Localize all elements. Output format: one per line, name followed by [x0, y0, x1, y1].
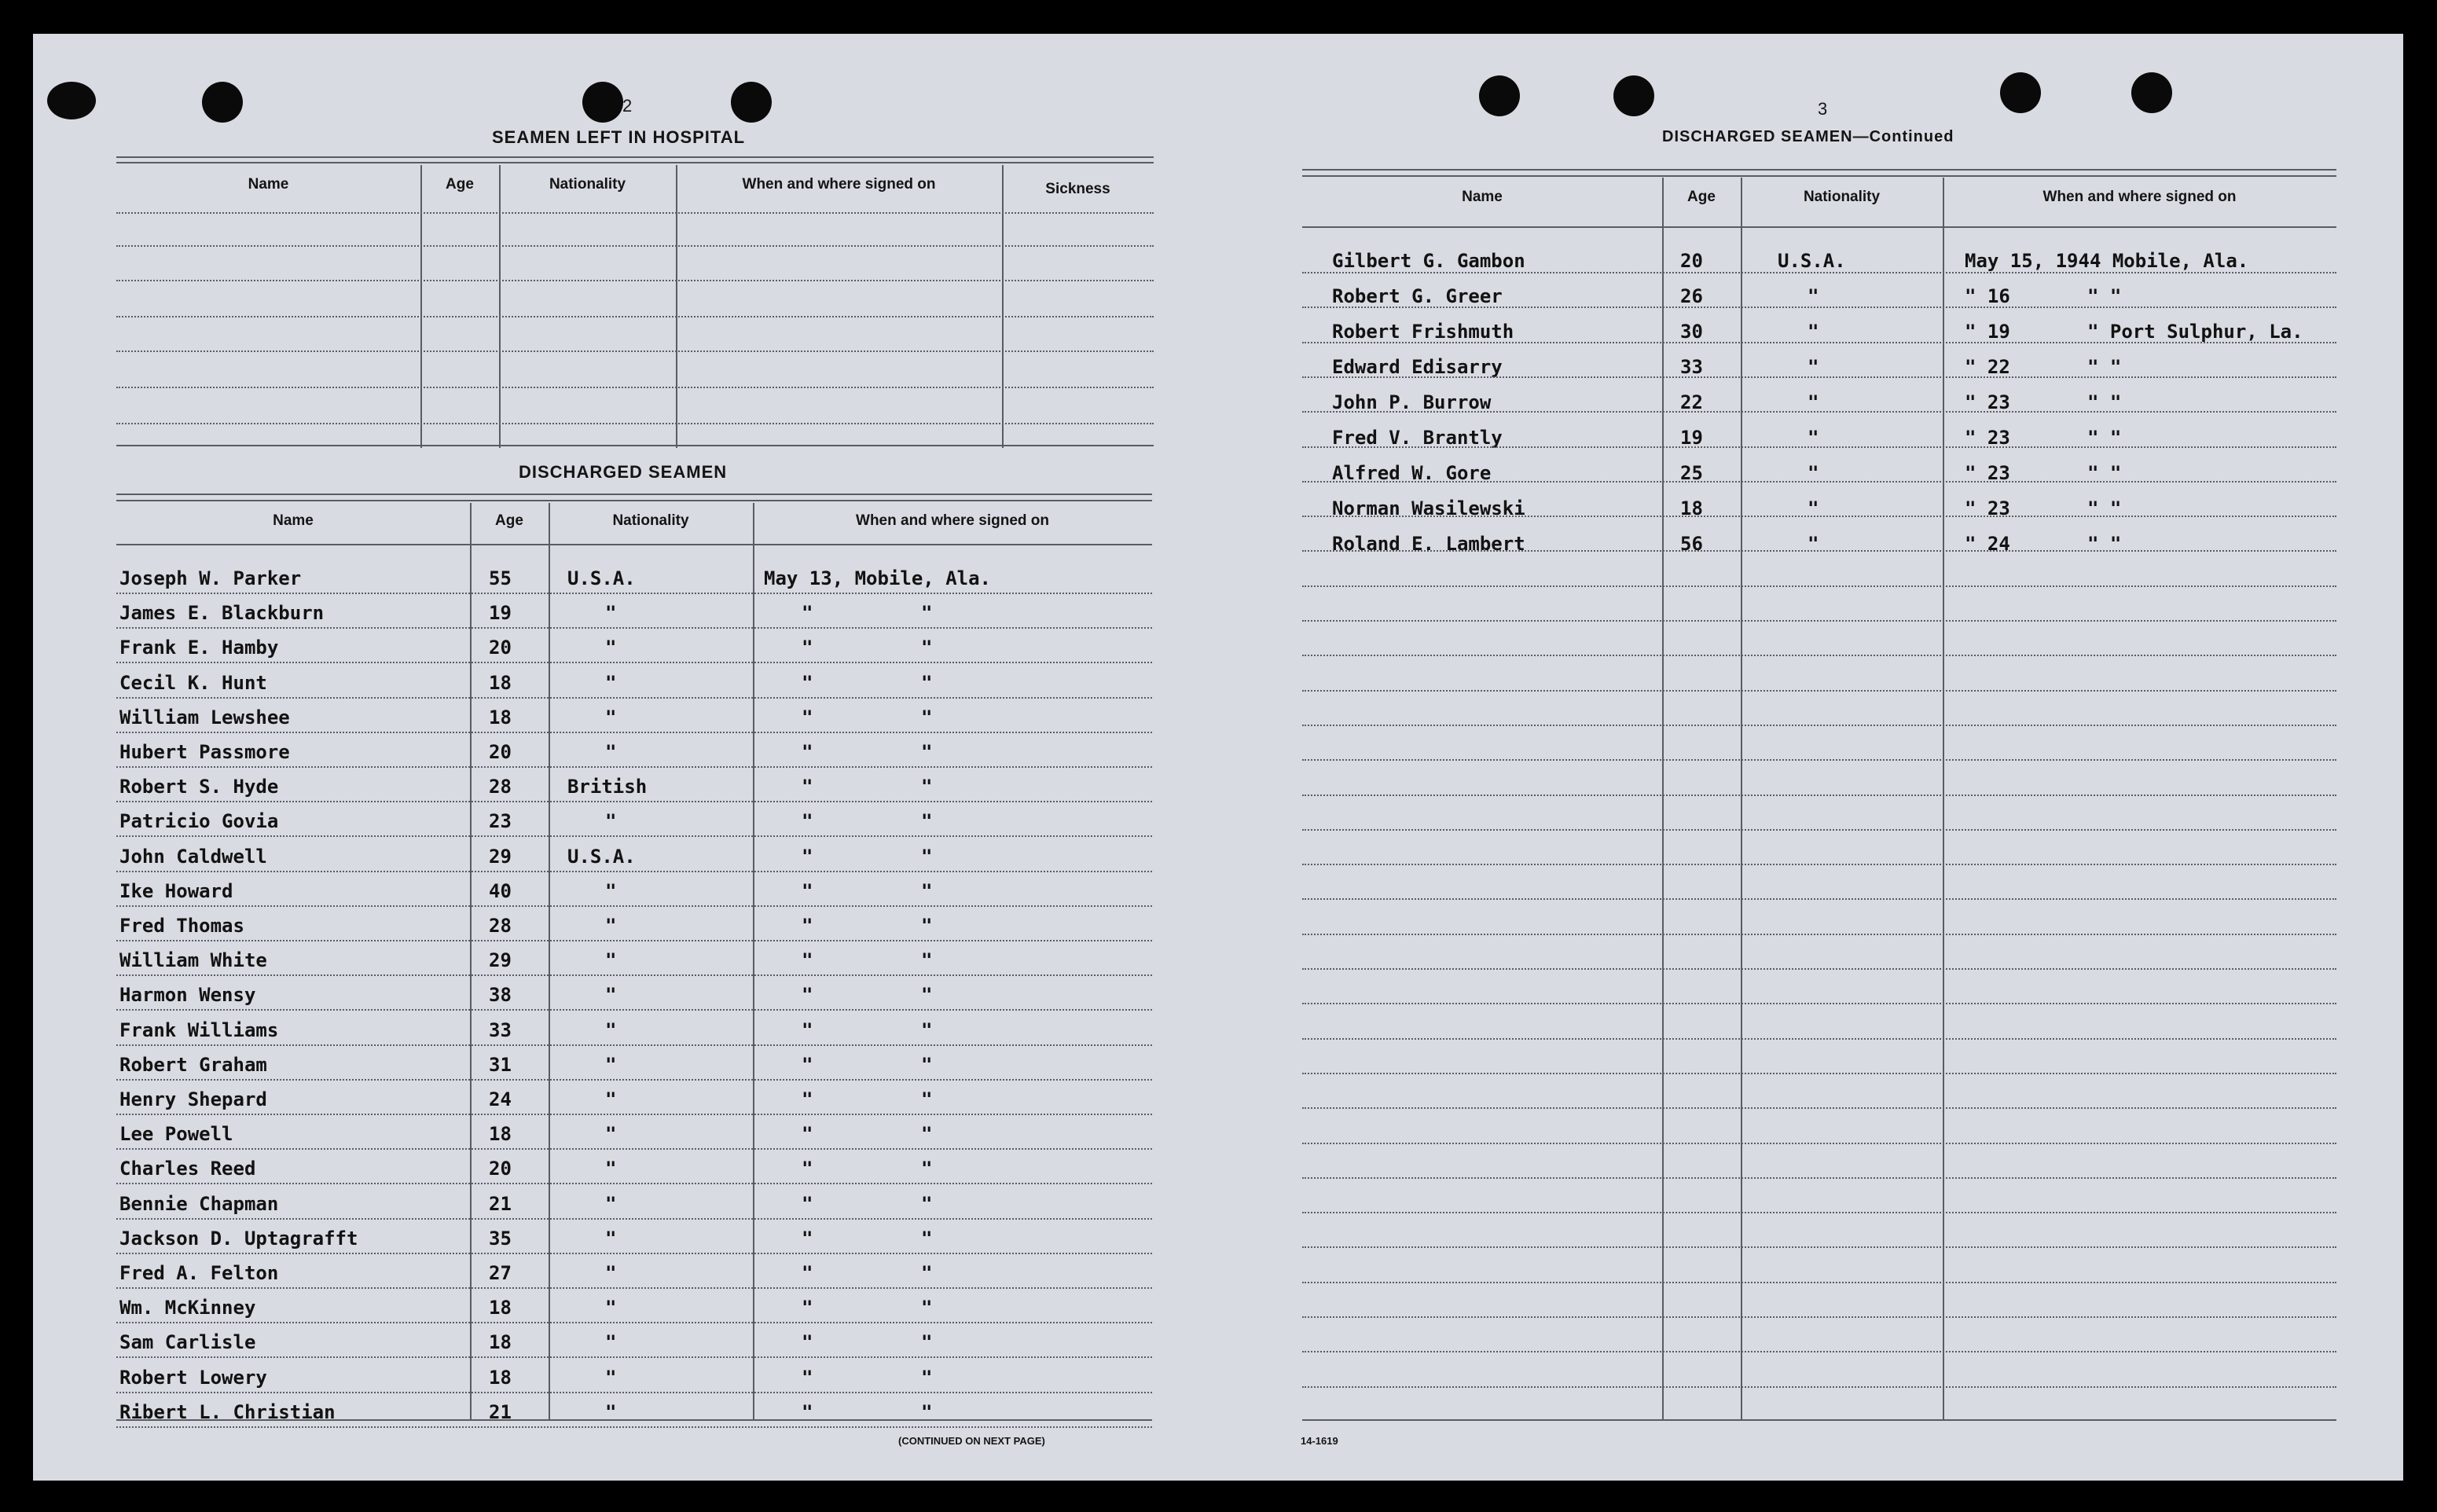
row-line [1302, 1316, 2336, 1318]
seaman-name: Henry Shepard [119, 1088, 267, 1110]
seaman-nationality: U.S.A. [567, 846, 636, 868]
ditto-mark: " [921, 1297, 933, 1319]
seaman-age: 27 [489, 1262, 512, 1284]
punch-hole [1613, 75, 1654, 116]
ditto-mark: " [921, 1123, 933, 1145]
hospital-section-title: SEAMEN LEFT IN HOSPITAL [492, 127, 746, 147]
seaman-nationality: " [605, 984, 617, 1006]
ditto-date: " 22 [1965, 356, 2010, 378]
ditto-mark: " [802, 1367, 813, 1389]
row-line [116, 940, 1152, 941]
seaman-age: 55 [489, 567, 512, 589]
ditto-mark: " [921, 672, 933, 694]
seaman-nationality: U.S.A. [567, 567, 636, 589]
row-line [116, 245, 1154, 247]
seaman-nationality: " [605, 1019, 617, 1041]
rule [1302, 226, 2336, 228]
column-divider [420, 165, 422, 448]
row-line [116, 974, 1152, 976]
punch-hole [202, 82, 243, 123]
row-line [1302, 376, 2336, 378]
seaman-age: 29 [489, 846, 512, 868]
seaman-nationality: " [605, 602, 617, 624]
seaman-nationality: " [605, 1158, 617, 1180]
seaman-age: 31 [489, 1054, 512, 1076]
ditto-mark: " [921, 602, 933, 624]
seaman-name: John P. Burrow [1332, 391, 1492, 413]
seaman-name: Ribert L. Christian [119, 1401, 336, 1423]
ditto-mark: " [802, 1297, 813, 1319]
page-number-left: 2 [622, 96, 633, 116]
row-line [1302, 272, 2336, 273]
row-line [1302, 1073, 2336, 1074]
seaman-nationality: " [605, 880, 617, 902]
ditto-mark: " [802, 1088, 813, 1110]
continued-section-title: DISCHARGED SEAMEN—Continued [1662, 128, 1954, 145]
row-line [1302, 411, 2336, 413]
row-line [1302, 864, 2336, 865]
ditto-mark: " [802, 1054, 813, 1076]
continued-note: (CONTINUED ON NEXT PAGE) [898, 1435, 1045, 1447]
seaman-nationality: " [605, 1331, 617, 1353]
rule [116, 445, 1154, 446]
row-line [1302, 1351, 2336, 1352]
ditto-mark: " [921, 984, 933, 1006]
ditto-mark: " [802, 846, 813, 868]
ditto-place: " " [2087, 391, 2122, 413]
ditto-date: " 23 [1965, 462, 2010, 484]
seaman-age: 35 [489, 1228, 512, 1250]
seaman-age: 40 [489, 880, 512, 902]
seaman-nationality: " [1808, 533, 1819, 555]
seaman-name: Robert Graham [119, 1054, 267, 1076]
row-line [1302, 1386, 2336, 1388]
row-line [116, 1079, 1152, 1081]
row-line [116, 1183, 1152, 1184]
seaman-age: 28 [489, 776, 512, 798]
column-divider [1741, 178, 1742, 1419]
row-line [116, 1426, 1152, 1428]
row-line [116, 905, 1152, 907]
ditto-mark: " [802, 984, 813, 1006]
column-divider [1943, 178, 1944, 1419]
ditto-mark: " [921, 1054, 933, 1076]
row-line [116, 835, 1152, 837]
rule [116, 500, 1152, 501]
seaman-age: 33 [1680, 356, 1703, 378]
ditto-mark: " [921, 706, 933, 728]
seaman-name: Alfred W. Gore [1332, 462, 1492, 484]
seaman-name: William White [119, 949, 267, 971]
seaman-nationality: " [605, 1054, 617, 1076]
row-line [1302, 306, 2336, 308]
row-line [1302, 759, 2336, 761]
seaman-name: Harmon Wensy [119, 984, 256, 1006]
row-line [1302, 690, 2336, 692]
row-line [116, 1356, 1152, 1358]
ditto-mark: " [802, 810, 813, 832]
column-divider [753, 503, 754, 1419]
ditto-place: " " [2087, 533, 2122, 555]
row-line [1302, 795, 2336, 796]
rule [116, 494, 1152, 495]
ditto-mark: " [802, 1262, 813, 1284]
seaman-name: Robert Frishmuth [1332, 321, 1514, 343]
row-line [1302, 898, 2336, 900]
seaman-nationality: " [605, 637, 617, 659]
seaman-age: 21 [489, 1401, 512, 1423]
ditto-mark: " [921, 1228, 933, 1250]
seaman-nationality: " [605, 1401, 617, 1423]
ditto-date: " 23 [1965, 497, 2010, 519]
seaman-name: Sam Carlisle [119, 1331, 256, 1353]
row-line [1302, 1212, 2336, 1213]
seaman-age: 38 [489, 984, 512, 1006]
seaman-name: Lee Powell [119, 1123, 233, 1145]
signed-on-date-place: May 15, 1944 Mobile, Ala. [1965, 250, 2249, 272]
seaman-age: 18 [489, 1331, 512, 1353]
ditto-date: " 24 [1965, 533, 2010, 555]
seaman-name: Edward Edisarry [1332, 356, 1503, 378]
form-number: 14-1619 [1301, 1435, 1338, 1447]
seaman-name: Frank Williams [119, 1019, 279, 1041]
discharged-col-header: Name [273, 512, 314, 529]
seaman-age: 18 [489, 1123, 512, 1145]
row-line [116, 1392, 1152, 1393]
continued-col-header: Age [1687, 189, 1716, 205]
ditto-mark: " [921, 880, 933, 902]
continued-col-header: Name [1462, 189, 1503, 205]
seaman-name: James E. Blackburn [119, 602, 325, 624]
row-line [116, 1287, 1152, 1289]
row-line [1302, 1003, 2336, 1004]
seaman-age: 18 [489, 706, 512, 728]
seaman-name: Fred Thomas [119, 915, 244, 937]
seaman-nationality: " [1808, 497, 1819, 519]
ditto-mark: " [802, 1123, 813, 1145]
ditto-mark: " [921, 1367, 933, 1389]
ditto-mark: " [802, 880, 813, 902]
row-line [1302, 1282, 2336, 1283]
seaman-nationality: " [605, 949, 617, 971]
ditto-date: " 19 [1965, 321, 2010, 343]
row-line [1302, 1107, 2336, 1109]
seaman-age: 22 [1680, 391, 1703, 413]
seaman-age: 25 [1680, 462, 1703, 484]
seaman-age: 33 [489, 1019, 512, 1041]
seaman-age: 56 [1680, 533, 1703, 555]
row-line [1302, 968, 2336, 970]
seaman-nationality: " [605, 1262, 617, 1284]
row-line [1302, 585, 2336, 587]
row-line [1302, 934, 2336, 935]
seaman-nationality: " [605, 706, 617, 728]
rule [1302, 169, 2336, 171]
seaman-name: Robert S. Hyde [119, 776, 279, 798]
ditto-mark: " [802, 1158, 813, 1180]
ditto-mark: " [921, 741, 933, 763]
row-line [116, 1253, 1152, 1254]
seaman-age: 19 [1680, 427, 1703, 449]
seaman-name: Norman Wasilewski [1332, 497, 1525, 519]
seaman-age: 20 [489, 741, 512, 763]
seaman-name: Gilbert G. Gambon [1332, 250, 1525, 272]
seaman-name: Robert G. Greer [1332, 285, 1503, 307]
seaman-nationality: " [1808, 391, 1819, 413]
ditto-mark: " [802, 1019, 813, 1041]
rule [1302, 1419, 2336, 1421]
seaman-nationality: " [605, 672, 617, 694]
seaman-name: Patricio Govia [119, 810, 279, 832]
seaman-name: Fred A. Felton [119, 1262, 279, 1284]
punch-hole [582, 82, 623, 123]
continued-col-header: When and where signed on [2042, 189, 2237, 205]
seaman-nationality: " [1808, 462, 1819, 484]
column-divider [1002, 165, 1004, 448]
ditto-mark: " [802, 672, 813, 694]
row-line [116, 593, 1152, 594]
seaman-nationality: " [1808, 321, 1819, 343]
column-divider [499, 165, 501, 448]
ditto-mark: " [921, 1193, 933, 1215]
seaman-nationality: U.S.A. [1778, 250, 1846, 272]
row-line [116, 1218, 1152, 1220]
seaman-age: 18 [1680, 497, 1703, 519]
seaman-age: 18 [489, 672, 512, 694]
row-line [116, 662, 1152, 663]
seaman-name: Roland E. Lambert [1332, 533, 1525, 555]
seaman-age: 20 [1680, 250, 1703, 272]
ditto-date: " 23 [1965, 427, 2010, 449]
hospital-col-header: When and where signed on [742, 176, 936, 193]
page-number-right: 3 [1818, 99, 1828, 119]
row-line [116, 1044, 1152, 1046]
ditto-place: " " [2087, 497, 2122, 519]
seaman-nationality: " [605, 810, 617, 832]
ditto-place: " " [2087, 285, 2122, 307]
ditto-mark: " [921, 1331, 933, 1353]
seaman-nationality: " [605, 1123, 617, 1145]
torn-edge [47, 82, 96, 119]
ditto-date: " 23 [1965, 391, 2010, 413]
seaman-age: 21 [489, 1193, 512, 1215]
seaman-nationality: British [567, 776, 648, 798]
seaman-age: 20 [489, 637, 512, 659]
rule [116, 544, 1152, 545]
discharged-col-header: Age [495, 512, 523, 529]
row-line [1302, 655, 2336, 656]
ditto-mark: " [921, 846, 933, 868]
row-line [1302, 516, 2336, 517]
punch-hole [731, 82, 772, 123]
ditto-mark: " [921, 637, 933, 659]
hospital-col-header: Sickness [1045, 181, 1110, 197]
discharged-section-title: DISCHARGED SEAMEN [519, 462, 728, 482]
row-line [1302, 620, 2336, 622]
ditto-mark: " [921, 1158, 933, 1180]
row-line [1302, 1246, 2336, 1248]
ditto-place: " " [2087, 462, 2122, 484]
hospital-col-header: Age [446, 176, 474, 193]
row-line [1302, 1143, 2336, 1144]
seaman-name: Cecil K. Hunt [119, 672, 267, 694]
seaman-nationality: " [605, 915, 617, 937]
hospital-col-header: Nationality [549, 176, 626, 193]
punch-hole [2131, 72, 2172, 113]
seaman-nationality: " [605, 741, 617, 763]
seaman-nationality: " [605, 1297, 617, 1319]
seaman-nationality: " [1808, 427, 1819, 449]
row-line [1302, 342, 2336, 343]
row-line [116, 280, 1154, 281]
ditto-mark: " [802, 706, 813, 728]
seaman-age: 24 [489, 1088, 512, 1110]
ditto-mark: " [802, 1228, 813, 1250]
ditto-mark: " [802, 602, 813, 624]
seaman-name: Fred V. Brantly [1332, 427, 1503, 449]
ditto-mark: " [802, 1401, 813, 1423]
seaman-name: Ike Howard [119, 880, 233, 902]
row-line [116, 1114, 1152, 1115]
row-line [1302, 1177, 2336, 1179]
row-line [116, 732, 1152, 733]
ditto-mark: " [802, 637, 813, 659]
row-line [116, 801, 1152, 802]
row-line [116, 423, 1154, 424]
seaman-nationality: " [1808, 356, 1819, 378]
seaman-nationality: " [605, 1088, 617, 1110]
row-line [116, 627, 1152, 629]
ditto-place: " Port Sulphur, La. [2087, 321, 2303, 343]
seaman-name: Hubert Passmore [119, 741, 290, 763]
row-line [116, 350, 1154, 352]
seaman-age: 26 [1680, 285, 1703, 307]
row-line [116, 1148, 1152, 1150]
signed-on-date-place: May 13, Mobile, Ala. [764, 567, 991, 589]
seaman-age: 18 [489, 1367, 512, 1389]
seaman-nationality: " [605, 1193, 617, 1215]
seaman-name: Bennie Chapman [119, 1193, 279, 1215]
row-line [1302, 481, 2336, 483]
seaman-name: Joseph W. Parker [119, 567, 302, 589]
continued-col-header: Nationality [1803, 189, 1881, 205]
seaman-nationality: " [1808, 285, 1819, 307]
discharged-col-header: When and where signed on [856, 512, 1049, 529]
column-divider [1662, 178, 1664, 1419]
seaman-name: John Caldwell [119, 846, 267, 868]
row-line [1302, 1038, 2336, 1040]
row-line [1302, 725, 2336, 726]
seaman-age: 18 [489, 1297, 512, 1319]
row-line [116, 766, 1152, 768]
punch-hole [1479, 75, 1520, 116]
seaman-age: 30 [1680, 321, 1703, 343]
ditto-mark: " [921, 1262, 933, 1284]
seaman-nationality: " [605, 1367, 617, 1389]
ditto-mark: " [921, 949, 933, 971]
punch-hole [2000, 72, 2041, 113]
discharged-col-header: Nationality [612, 512, 689, 529]
row-line [116, 387, 1154, 388]
seaman-name: Jackson D. Uptagrafft [119, 1228, 358, 1250]
seaman-age: 28 [489, 915, 512, 937]
hospital-col-header: Name [248, 176, 289, 193]
ditto-mark: " [921, 1401, 933, 1423]
ditto-mark: " [802, 741, 813, 763]
ditto-place: " " [2087, 356, 2122, 378]
row-line [1302, 550, 2336, 552]
ditto-mark: " [802, 776, 813, 798]
column-divider [470, 503, 472, 1419]
row-line [116, 1322, 1152, 1323]
rule [1302, 175, 2336, 177]
seaman-name: Charles Reed [119, 1158, 256, 1180]
ditto-date: " 16 [1965, 285, 2010, 307]
seaman-name: Robert Lowery [119, 1367, 267, 1389]
row-line [1302, 829, 2336, 831]
ditto-mark: " [921, 1019, 933, 1041]
ditto-mark: " [921, 915, 933, 937]
seaman-name: William Lewshee [119, 706, 290, 728]
column-divider [676, 165, 677, 448]
row-line [116, 316, 1154, 317]
row-line [1302, 446, 2336, 448]
ditto-mark: " [802, 915, 813, 937]
ditto-mark: " [802, 1193, 813, 1215]
rule [116, 156, 1154, 158]
ditto-mark: " [802, 1331, 813, 1353]
rule [116, 162, 1154, 163]
seaman-age: 19 [489, 602, 512, 624]
column-divider [549, 503, 550, 1419]
seaman-nationality: " [605, 1228, 617, 1250]
ditto-place: " " [2087, 427, 2122, 449]
seaman-name: Wm. McKinney [119, 1297, 256, 1319]
ditto-mark: " [802, 949, 813, 971]
seaman-age: 29 [489, 949, 512, 971]
ditto-mark: " [921, 776, 933, 798]
row-line [116, 871, 1152, 872]
row-line [116, 1009, 1152, 1011]
seaman-name: Frank E. Hamby [119, 637, 279, 659]
ditto-mark: " [921, 1088, 933, 1110]
ditto-mark: " [921, 810, 933, 832]
row-line [116, 697, 1152, 699]
row-line [116, 212, 1154, 214]
seaman-age: 20 [489, 1158, 512, 1180]
seaman-age: 23 [489, 810, 512, 832]
